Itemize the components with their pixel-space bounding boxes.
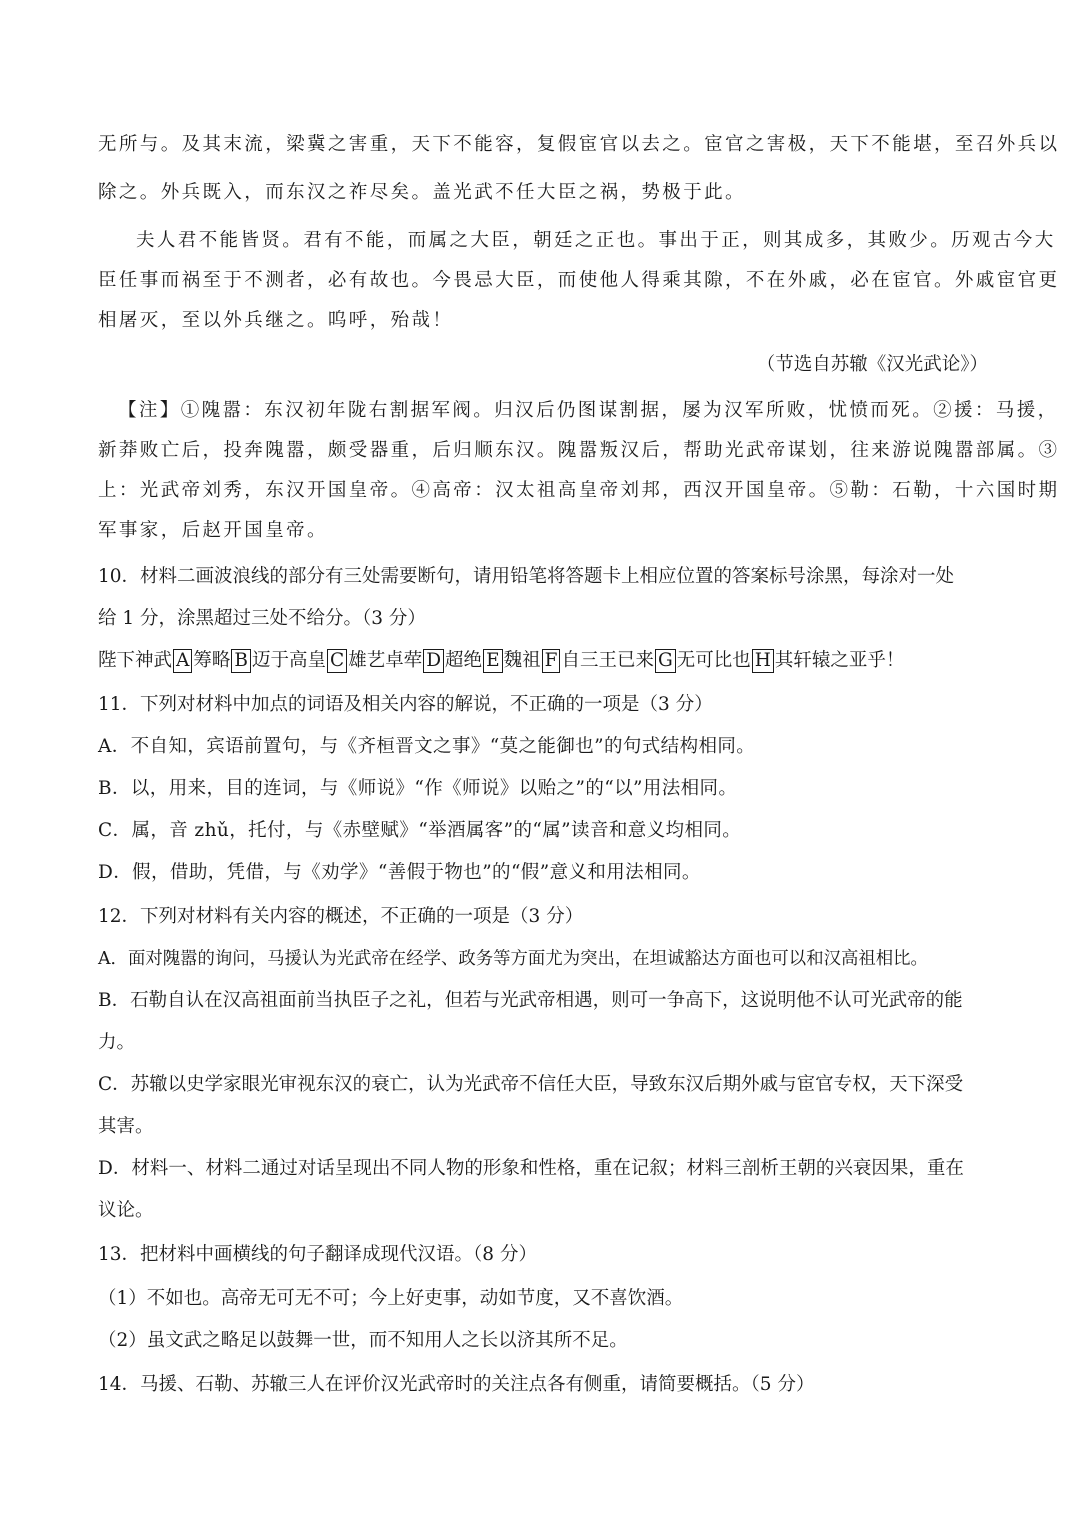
question-10-stem: 给 1 分，涂黑超过三处不给分。（3 分） <box>98 608 426 629</box>
question-12-option-c: C．苏辙以史学家眼光审视东汉的衰亡，认为光武帝不信任大臣，导致东汉后期外戚与宦官专权，天下深受 <box>98 1074 964 1095</box>
answer-box-c[interactable]: C <box>327 649 347 673</box>
passage-line: 无所与。及其末流，梁冀之害重，天下不能容，复假宦官以去之。宦官之害极，天下不能堪，至召外兵以 <box>98 134 1060 155</box>
passage-line: 夫人君不能皆贤。君有不能，而属之大臣，朝廷之正也。事出于正，则其成多，其败少。历观古今大 <box>136 230 1056 251</box>
question-10-sentence <box>98 646 988 676</box>
answer-box-b[interactable]: B <box>231 649 251 673</box>
question-11-stem: 11．下列对材料中加点的词语及相关内容的解说，不正确的一项是（3 分） <box>98 694 713 715</box>
question-12-option-b-cont: 力。 <box>98 1032 136 1053</box>
sentence-fragment: 自三王已来 <box>561 650 654 671</box>
sentence-fragment: 陛下神武 <box>98 650 173 671</box>
question-12-option-d: D．材料一、材料二通过对话呈现出不同人物的形象和性格，重在记叙；材料三剖析王朝的兴衰因果，重在 <box>98 1158 964 1179</box>
sentence-fragment: 迈于高皇 <box>252 650 327 671</box>
question-12-option-d-cont: 议论。 <box>98 1200 154 1221</box>
note-line: 军事家，后赵开国皇帝。 <box>98 520 328 541</box>
note-line: 【注】①隗嚣：东汉初年陇右割据军阀。归汉后仍图谋割据，屡为汉军所败，忧愤而死。②援：马援， <box>118 400 1059 421</box>
passage-line: 臣任事而祸至于不测者，必有故也。今畏忌大臣，而使他人得乘其隙，不在外戚，必在宦官。外戚宦官更 <box>98 270 1060 291</box>
question-11-option-d: D．假，借助，凭借，与《劝学》“善假于物也”的“假”意义和用法相同。 <box>98 862 701 883</box>
sentence-fragment: 魏祖 <box>503 650 541 671</box>
question-12-option-b: B．石勒自认在汉高祖面前当执臣子之礼，但若与光武帝相遇，则可一争高下，这说明他不认可光武帝的能 <box>98 990 963 1011</box>
answer-box-e[interactable]: E <box>483 649 503 673</box>
question-11-option-b: B．以，用来，目的连词，与《师说》“作《师说》以贻之”的“以”用法相同。 <box>98 778 738 799</box>
question-13-stem: 13．把材料中画横线的句子翻译成现代汉语。（8 分） <box>98 1244 537 1265</box>
answer-box-g[interactable]: G <box>655 649 676 673</box>
sentence-fragment: 无可比也 <box>676 650 751 671</box>
passage-source: （节选自苏辙《汉光武论》） <box>756 354 988 375</box>
question-11-option-c: C．属，音 zhǔ，托付，与《赤壁赋》“举酒属客”的“属”读音和意义均相同。 <box>98 820 742 841</box>
note-line: 上：光武帝刘秀，东汉开国皇帝。④高帝：汉太祖高皇帝刘邦，西汉开国皇帝。⑤勒：石勒，十六国时期 <box>98 480 1060 501</box>
answer-box-h[interactable]: H <box>752 649 774 673</box>
sentence-fragment: 筹略 <box>193 650 231 671</box>
question-10-stem: 10．材料二画波浪线的部分有三处需要断句，请用铅笔将答题卡上相应位置的答案标号涂黑，每涂对一处 <box>98 566 955 587</box>
question-12-stem: 12．下列对材料有关内容的概述，不正确的一项是（3 分） <box>98 906 584 927</box>
sentence-fragment: 超绝 <box>445 650 483 671</box>
question-11-option-a: A．不自知，宾语前置句，与《齐桓晋文之事》“莫之能御也”的句式结构相同。 <box>98 736 756 757</box>
question-13-item-2: （2）虽文武之略足以鼓舞一世，而不知用人之长以济其所不足。 <box>98 1330 628 1351</box>
passage-line: 除之。外兵既入，而东汉之祚尽矣。盖光武不任大臣之祸，势极于此。 <box>98 182 746 203</box>
passage-line: 相屠灭，至以外兵继之。呜呼，殆哉！ <box>98 310 454 331</box>
question-12-option-a: A．面对隗嚣的询问，马援认为光武帝在经学、政务等方面尤为突出，在坦诚豁达方面也可以和汉高祖相比。 <box>98 949 928 969</box>
note-line: 新莽败亡后，投奔隗嚣，颇受器重，后归顺东汉。隗嚣叛汉后，帮助光武帝谋划，往来游说隗嚣部属。③ <box>98 440 1060 461</box>
answer-box-f[interactable]: F <box>542 649 561 673</box>
question-14-stem: 14．马援、石勒、苏辙三人在评价汉光武帝时的关注点各有侧重，请简要概括。（5 分） <box>98 1374 815 1395</box>
sentence-fragment: 其轩辕之亚乎！ <box>774 650 905 671</box>
question-12-option-c-cont: 其害。 <box>98 1116 154 1137</box>
sentence-fragment: 雄艺卓荦 <box>348 650 423 671</box>
answer-box-d[interactable]: D <box>423 649 444 673</box>
answer-box-a[interactable]: A <box>173 649 192 673</box>
question-13-item-1: （1）不如也。高帝无可无不可；今上好吏事，动如节度，又不喜饮酒。 <box>98 1288 684 1309</box>
